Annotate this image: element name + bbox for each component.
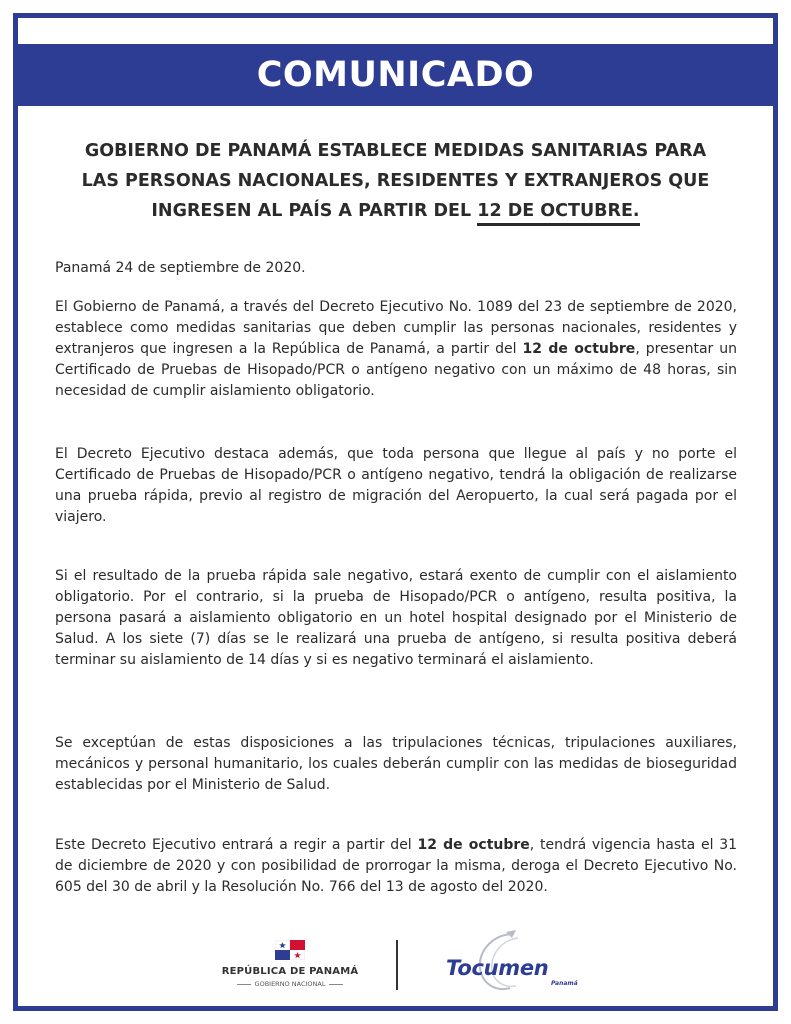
paragraph-5-text-b: , tendrá vigencia hasta el 31 de diciembre de 2020 y con posibilidad de prorrogar la misma, deroga el Decreto Ejecutivo No. 605 del 30 de abril y la Resolución No. 766 del 13 de agosto del 2020. (55, 837, 738, 895)
footer-divider (396, 940, 398, 990)
banner-title: COMUNICADO (13, 44, 778, 106)
paragraph-1 (55, 297, 737, 402)
republica-logo (215, 940, 365, 988)
headline-date-underlined: 12 DE OCTUBRE. (477, 201, 639, 226)
gobierno-nacional-label: GOBIERNO NACIONAL (254, 980, 326, 988)
date-line: Panamá 24 de septiembre de 2020. (55, 260, 306, 276)
paragraph-1-text-a: El Gobierno de Panamá, a través del Decreto Ejecutivo No. 1089 del 23 de septiembre de 2020, establece como medidas sanitarias que deben cumplir las personas nacionales, residentes y extranjeros que ingresen a la República de Panamá, a partir del (55, 299, 737, 357)
headline-line-3 (40, 196, 751, 226)
paragraph-5 (55, 835, 737, 898)
tocumen-wordmark: Tocumen (446, 956, 549, 980)
paragraph-5-bold-date: 12 de octubre (417, 837, 530, 853)
headline-line-3-prefix: INGRESEN AL PAÍS A PARTIR DEL (151, 201, 478, 221)
paragraph-2: El Decreto Ejecutivo destaca además, que toda persona que llegue al país y no porte el Certificado de Pruebas de Hisopado/PCR o antígeno negativo, tendrá la obligación de realizarse una prueba rápida, previo al registro de migración del Aeropuerto, la cual será pagada por el viajero. (55, 446, 737, 525)
headline-line-2: LAS PERSONAS NACIONALES, RESIDENTES Y EXTRANJEROS QUE (81, 171, 710, 191)
republica-label: REPÚBLICA DE PANAMÁ (221, 966, 359, 977)
gobierno-nacional-line (215, 980, 365, 988)
paragraph-5-text-a: Este Decreto Ejecutivo entrará a regir a partir del (55, 837, 418, 853)
tocumen-subtitle: Panamá (551, 980, 578, 987)
paragraph-4: Se exceptúan de estas disposiciones a las tripulaciones técnicas, tripulaciones auxiliares, mecánicos y personal humanitario, los cuales deberán cumplir con las medidas de bioseguridad establecidas por el Ministerio de Salud. (55, 735, 737, 793)
paragraph-3: Si el resultado de la prueba rápida sale negativo, estará exento de cumplir con el aislamiento obligatorio. Por el contrario, si la prueba de Hisopado/PCR o antígeno, resulta positiva, la persona pasará a aislamiento obligatorio en un hotel hospital designado por el Ministerio de Salud. A los siete (7) días se le realizará una prueba de antígeno, si resulta positiva deberá terminar su aislamiento de 14 días y si es negativo terminará el aislamiento. (55, 568, 737, 668)
headline-line-1: GOBIERNO DE PANAMÁ ESTABLECE MEDIDAS SANITARIAS PARA (84, 141, 707, 161)
panama-flag-icon (275, 940, 305, 960)
headline (40, 136, 751, 226)
tocumen-logo (440, 928, 580, 998)
paragraph-1-bold-date: 12 de octubre (522, 341, 636, 357)
paragraph-1-text-b: , presentar un Certificado de Pruebas de Hisopado/PCR o antígeno negativo con un máximo de 48 horas, sin necesidad de cumplir aislamiento obligatorio. (55, 341, 738, 399)
